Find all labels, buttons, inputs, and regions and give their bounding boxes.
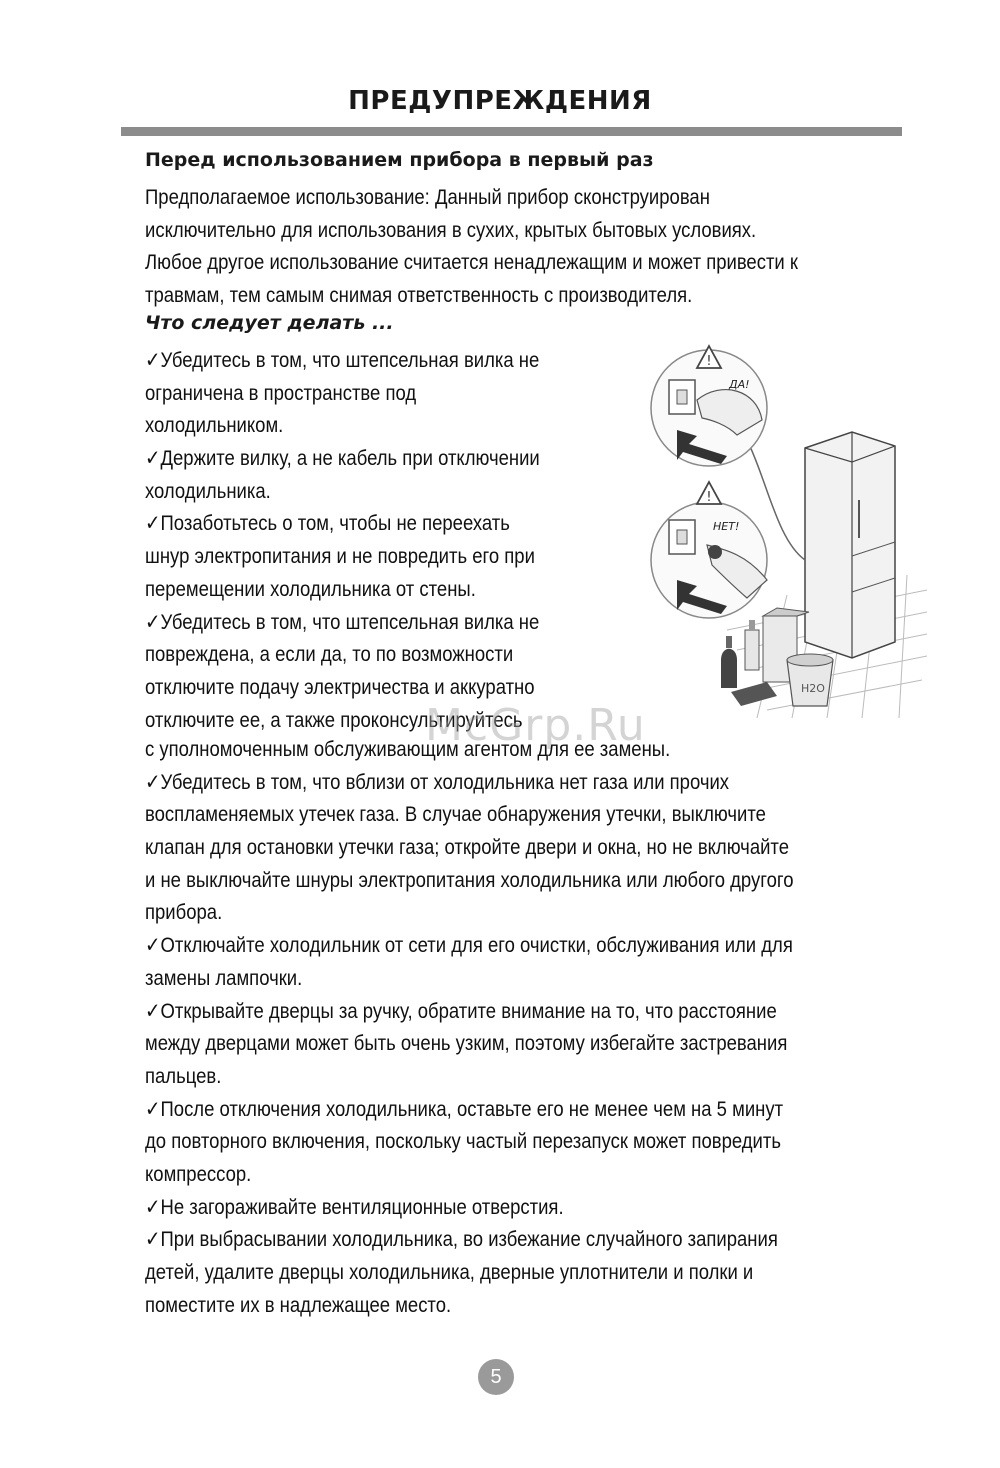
list-line: ✓При выбрасывании холодильника, во избежание случайного запирания xyxy=(145,1227,778,1252)
list-line: между дверцами может быть очень узким, поэтому избегайте застревания xyxy=(145,1031,788,1056)
water-bucket-icon xyxy=(787,654,833,706)
list-line: поместите их в надлежащее место. xyxy=(145,1292,452,1317)
label-yes: ДА! xyxy=(729,378,750,391)
bucket-label: H2O xyxy=(801,682,825,695)
list-line: клапан для остановки утечки газа; откройте двери и окна, но не включайте xyxy=(145,835,789,860)
refrigerator-icon xyxy=(805,432,895,658)
list-line: ✓Убедитесь в том, что штепсельная вилка не xyxy=(145,609,540,634)
page-number-badge: 5 xyxy=(478,1359,514,1395)
list-line: пальцев. xyxy=(145,1063,222,1088)
title-divider xyxy=(121,127,902,136)
svg-text:!: ! xyxy=(706,354,712,369)
list-line: холодильника. xyxy=(145,478,271,503)
section-heading: Перед использованием прибора в первый раз xyxy=(145,149,654,171)
list-line: холодильником. xyxy=(145,413,284,438)
svg-text:!: ! xyxy=(706,490,712,505)
list-line: ✓Позаботьтесь о том, чтобы не переехать xyxy=(145,511,510,536)
list-line: ✓Отключайте холодильник от сети для его очистки, обслуживания или для xyxy=(145,933,793,958)
dos-subheading: Что следует делать ... xyxy=(145,312,394,334)
list-line: замены лампочки. xyxy=(145,965,303,990)
list-line: шнур электропитания и не повредить его при xyxy=(145,544,535,569)
list-line: ✓Убедитесь в том, что штепсельная вилка не xyxy=(145,348,540,372)
watermark: McGrp.Ru xyxy=(425,700,646,751)
list-line: до повторного включения, поскольку частый перезапуск может повредить xyxy=(145,1129,781,1154)
intro-line: исключительно для использования в сухих, крытых бытовых условиях. xyxy=(145,217,757,242)
list-line: ✓Открывайте дверцы за ручку, обратите внимание на то, что расстояние xyxy=(145,998,777,1023)
fridge-plug-illustration xyxy=(637,340,927,718)
list-line: ✓После отключения холодильника, оставьте его не менее чем на 5 минут xyxy=(145,1096,784,1121)
intro-line: Любое другое использование считается ненадлежащим и может привести к xyxy=(145,250,798,275)
list-line: ✓Не загораживайте вентиляционные отверстия. xyxy=(145,1194,564,1219)
list-line: воспламеняемых утечек газа. В случае обнаружения утечки, выключите xyxy=(145,802,766,827)
list-line: ограничена в пространстве под xyxy=(145,380,417,405)
list-line: компрессор. xyxy=(145,1161,252,1186)
list-line: повреждена, а если да, то по возможности xyxy=(145,642,514,667)
dos-list-full xyxy=(145,733,793,1321)
intro-paragraph xyxy=(145,181,798,312)
incorrect-unplug-panel xyxy=(651,502,767,618)
intro-line: травмам, тем самым снимая ответственность с производителя. xyxy=(145,283,693,308)
list-line: детей, удалите дверцы холодильника, дверные уплотнители и полки и xyxy=(145,1260,754,1284)
warning-icon xyxy=(697,482,721,505)
list-line: прибора. xyxy=(145,900,223,925)
list-line: и не выключайте шнуры электропитания холодильника или любого другого xyxy=(145,867,794,892)
dos-list-left xyxy=(145,344,540,736)
intro-line: Предполагаемое использование: Данный прибор сконструирован xyxy=(145,185,710,209)
list-line: ✓Убедитесь в том, что вблизи от холодильника нет газа или прочих xyxy=(145,769,730,794)
list-line: отключите подачу электричества и аккуратно xyxy=(145,674,535,699)
list-line: перемещении холодильника от стены. xyxy=(145,576,476,601)
page-title: ПРЕДУПРЕЖДЕНИЯ xyxy=(348,86,652,116)
list-line: с уполномоченным обслуживающим агентом для ее замены. xyxy=(145,737,671,761)
list-line: ✓Держите вилку, а не кабель при отключении xyxy=(145,446,540,471)
label-no: НЕТ! xyxy=(713,520,740,533)
list-line: отключите ее, а также проконсультируйтесь xyxy=(145,707,523,732)
